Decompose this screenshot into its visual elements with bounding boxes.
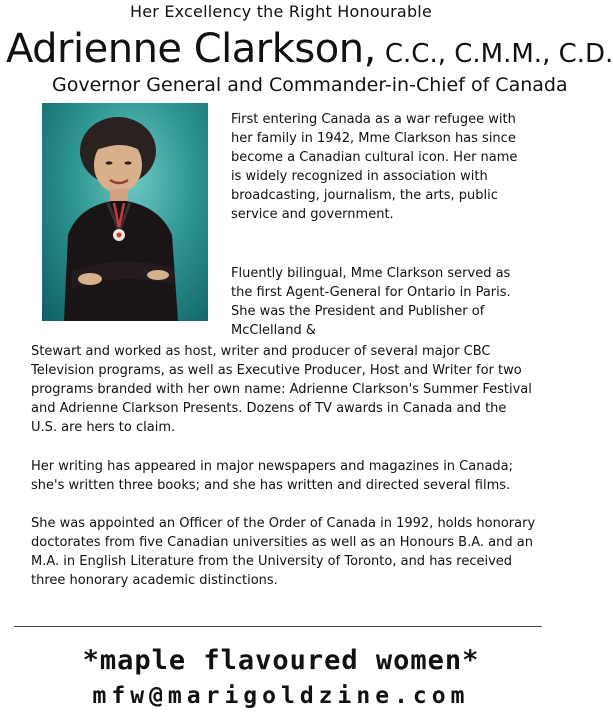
- bio-paragraph-origins: First entering Canada as a war refugee with her family in 1942, Mme Clarkson has since become a Canadian cultural icon. Her name is widely recognized in association with broadcasting, journalism, the arts, public service and government.: [231, 112, 518, 222]
- bio-paragraph-honours: She was appointed an Officer of the Order of Canada in 1992, holds honorary doctorates from five Canadian universities as well as an Honours B.A. and an M.A. in English Literature from the University of Toronto, and has received three honorary academic distinctions.: [31, 516, 536, 588]
- bio-paragraph-writing: Her writing has appeared in major newspapers and magazines in Canada; she's written three books; and she has written and directed several films.: [31, 459, 514, 493]
- zine-tagline: *maple flavoured women*: [82, 645, 480, 676]
- contact-email: mfw@marigoldzine.com: [92, 683, 470, 709]
- portrait-figure: [42, 103, 208, 321]
- person-name: Adrienne Clarkson,: [6, 26, 376, 72]
- honorific-line: Her Excellency the Right Honourable: [130, 2, 432, 21]
- bio-paragraph-career: Fluently bilingual, Mme Clarkson served as the first Agent-General for Ontario in Paris. She was the President and Publisher of McClelland &: [231, 266, 511, 338]
- name-heading: [6, 26, 613, 72]
- bio-paragraph-broadcasting: Stewart and worked as host, writer and producer of several major CBC Television programs, as well as Executive Producer, Host and Writer for two programs branded with her own name: Adrienne Clarkson's Summer Festival and Adrienne Clarkson Presents. Dozens of TV awards in Canada and the U.S. are hers to claim.: [31, 344, 532, 435]
- footer-divider: [14, 626, 542, 627]
- postnominal-letters: C.C., C.M.M., C.D.: [384, 39, 613, 69]
- office-title: Governor General and Commander-in-Chief of Canada: [52, 74, 568, 96]
- portrait-photo: [42, 103, 208, 321]
